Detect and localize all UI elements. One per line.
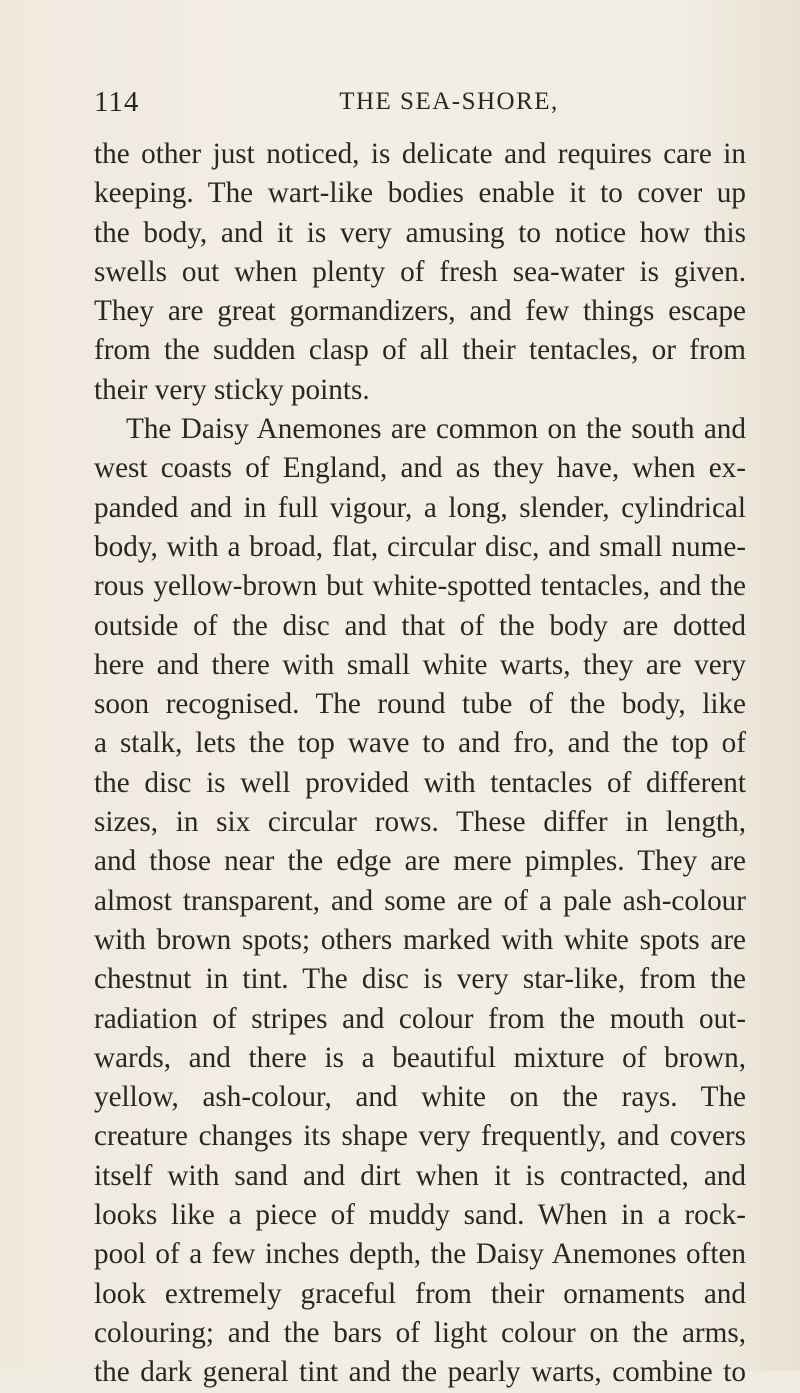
text-line: creature changes its shape very frequently, and covers <box>94 1120 746 1153</box>
text-line: from the sudden clasp of all their tentacles, or from <box>94 334 746 367</box>
text-line: wards, and there is a beautiful mixture of brown, <box>94 1041 746 1074</box>
page-number: 114 <box>94 86 140 118</box>
text-line: here and there with small white warts, they are very <box>94 648 746 681</box>
paragraph-start-line: The Daisy Anemones are common on the south and <box>126 413 746 446</box>
running-head <box>94 86 744 126</box>
text-line: west coasts of England, and as they have, when ex- <box>94 452 746 485</box>
text-line: the disc is well provided with tentacles of different <box>94 766 746 799</box>
text-line: itself with sand and dirt when it is contracted, and <box>94 1159 746 1192</box>
text-line: sizes, in six circular rows. These differ in length, <box>94 806 746 839</box>
text-line: soon recognised. The round tube of the body, like <box>94 688 746 721</box>
text-line: looks like a piece of muddy sand. When in a rock- <box>94 1199 746 1232</box>
text-line: body, with a broad, flat, circular disc, and small nume- <box>94 530 746 563</box>
text-line: a stalk, lets the top wave to and fro, and the top of <box>94 727 746 760</box>
text-line: chestnut in tint. The disc is very star-like, from the <box>94 963 746 996</box>
text-line: They are great gormandizers, and few things escape <box>94 295 746 328</box>
text-line: rous yellow-brown but white-spotted tentacles, and the <box>94 570 746 603</box>
text-line: the body, and it is very amusing to notice how this <box>94 216 746 249</box>
running-title: THE SEA-SHORE, <box>339 88 559 115</box>
text-line: the dark general tint and the pearly warts, combine to <box>94 1356 746 1389</box>
text-line: radiation of stripes and colour from the mouth out- <box>94 1002 746 1035</box>
text-line: outside of the disc and that of the body are dotted <box>94 609 746 642</box>
text-line: pool of a few inches depth, the Daisy Anemones often <box>94 1238 746 1271</box>
text-line: the other just noticed, is delicate and requires care in <box>94 138 746 170</box>
text-line: yellow, ash-colour, and white on the rays. The <box>94 1081 746 1114</box>
text-line: and those near the edge are mere pimples. They are <box>94 845 746 878</box>
text-line: look extremely graceful from their ornaments and <box>94 1277 746 1310</box>
text-line: keeping. The wart-like bodies enable it to cover up <box>94 177 746 210</box>
text-line: colouring; and the bars of light colour on the arms, <box>94 1316 746 1349</box>
text-line: almost transparent, and some are of a pale ash-colour <box>94 884 746 917</box>
text-line: with brown spots; others marked with white spots are <box>94 923 746 956</box>
text-line: panded and in full vigour, a long, slender, cylindrical <box>94 491 746 524</box>
text-line: swells out when plenty of fresh sea-water is given. <box>94 255 746 288</box>
paragraph-end-line: their very sticky points. <box>94 373 370 406</box>
body-text <box>94 135 746 1393</box>
